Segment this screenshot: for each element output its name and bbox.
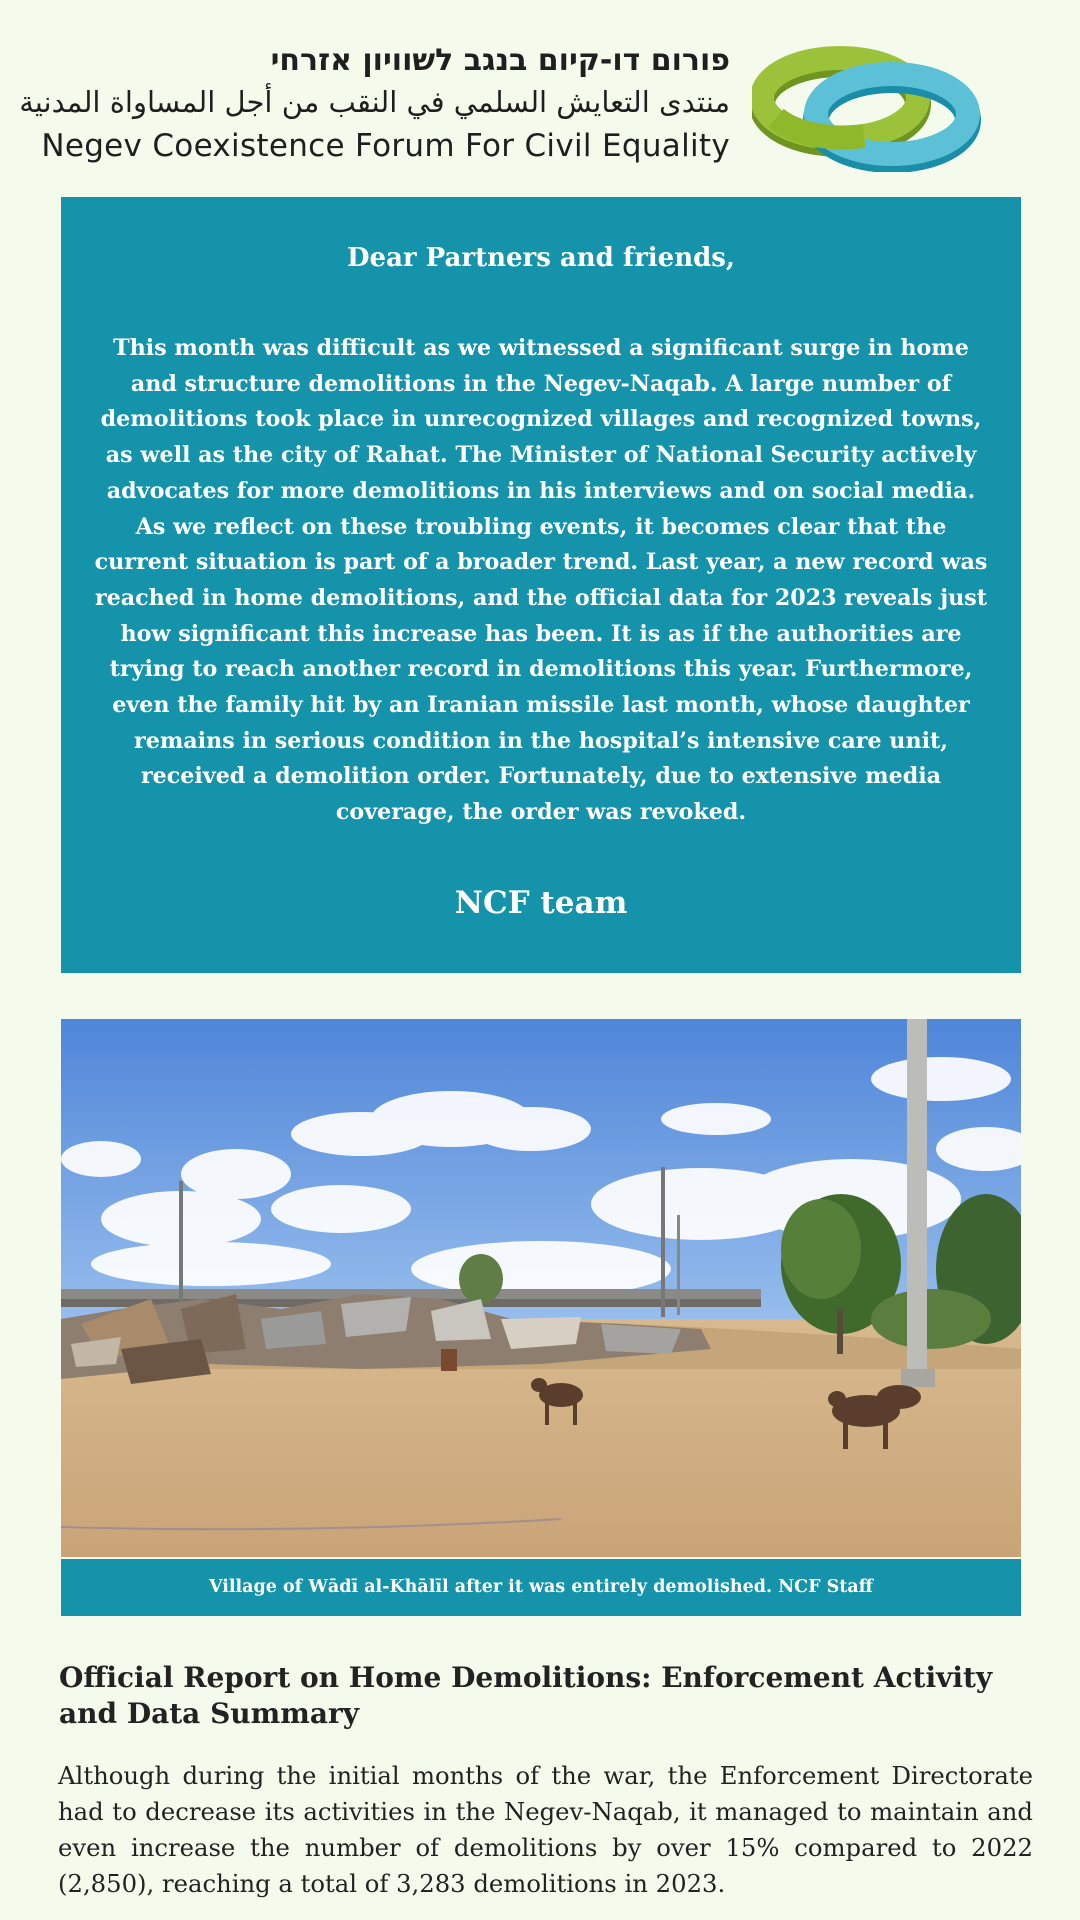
letter-signature: NCF team [454, 885, 628, 921]
report-title: Official Report on Home Demolitions: Enforcement Activity and Data Summary [59, 1661, 993, 1730]
interlocking-rings-logo [752, 40, 982, 172]
newsletter-header [0, 0, 1080, 190]
letter-greeting: Dear Partners and friends, [347, 243, 735, 273]
letter-body: This month was difficult as we witnessed a significant surge in home and structure demolitions in the Negev-Naqab. A large number of demolitions took place in unrecognized villages and recognized towns, as well as the city of Rahat. The Minister of National Security actively advocates for more demolitions in his interviews and on social media. As we reflect on these troubling events, it becomes clear that the current situation is part of a broader trend. Last year, a new record was reached in home demolitions, and the official data for 2023 reveals just how significant this increase has been. It is as if the authorities are trying to reach another record in demolitions this year. Furthermore, even the family hit by an Iranian missile last month, whose daughter remains in serious condition in the hospital’s intensive care unit, received a demolition order. Fortunately, due to extensive media coverage, the order was revoked. [94, 335, 988, 826]
letter-panel [61, 197, 1021, 973]
report-body: Although during the initial months of the war, the Enforcement Directorate had to decrease its activities in the Negev-Naqab, it managed to maintain and even increase the number of demolitions by over 15% compared to 2022 (2,850), reaching a total of 3,283 demolitions in 2023. [58, 1761, 1033, 1898]
demolished-village-photo [61, 1019, 1021, 1557]
organization-name-english: Negev Coexistence Forum For Civil Equality [41, 128, 730, 164]
organization-name-arabic: منتدى التعايش السلمي في النقب من أجل المساواة المدنية [19, 85, 730, 119]
organization-name-hebrew: פורום דו-קיום בנגב לשוויון אזרחי [270, 43, 730, 78]
photo-caption: Village of Wādī al-Khālīl after it was entirely demolished. NCF Staff [61, 1559, 1021, 1616]
organization-name [19, 42, 730, 168]
